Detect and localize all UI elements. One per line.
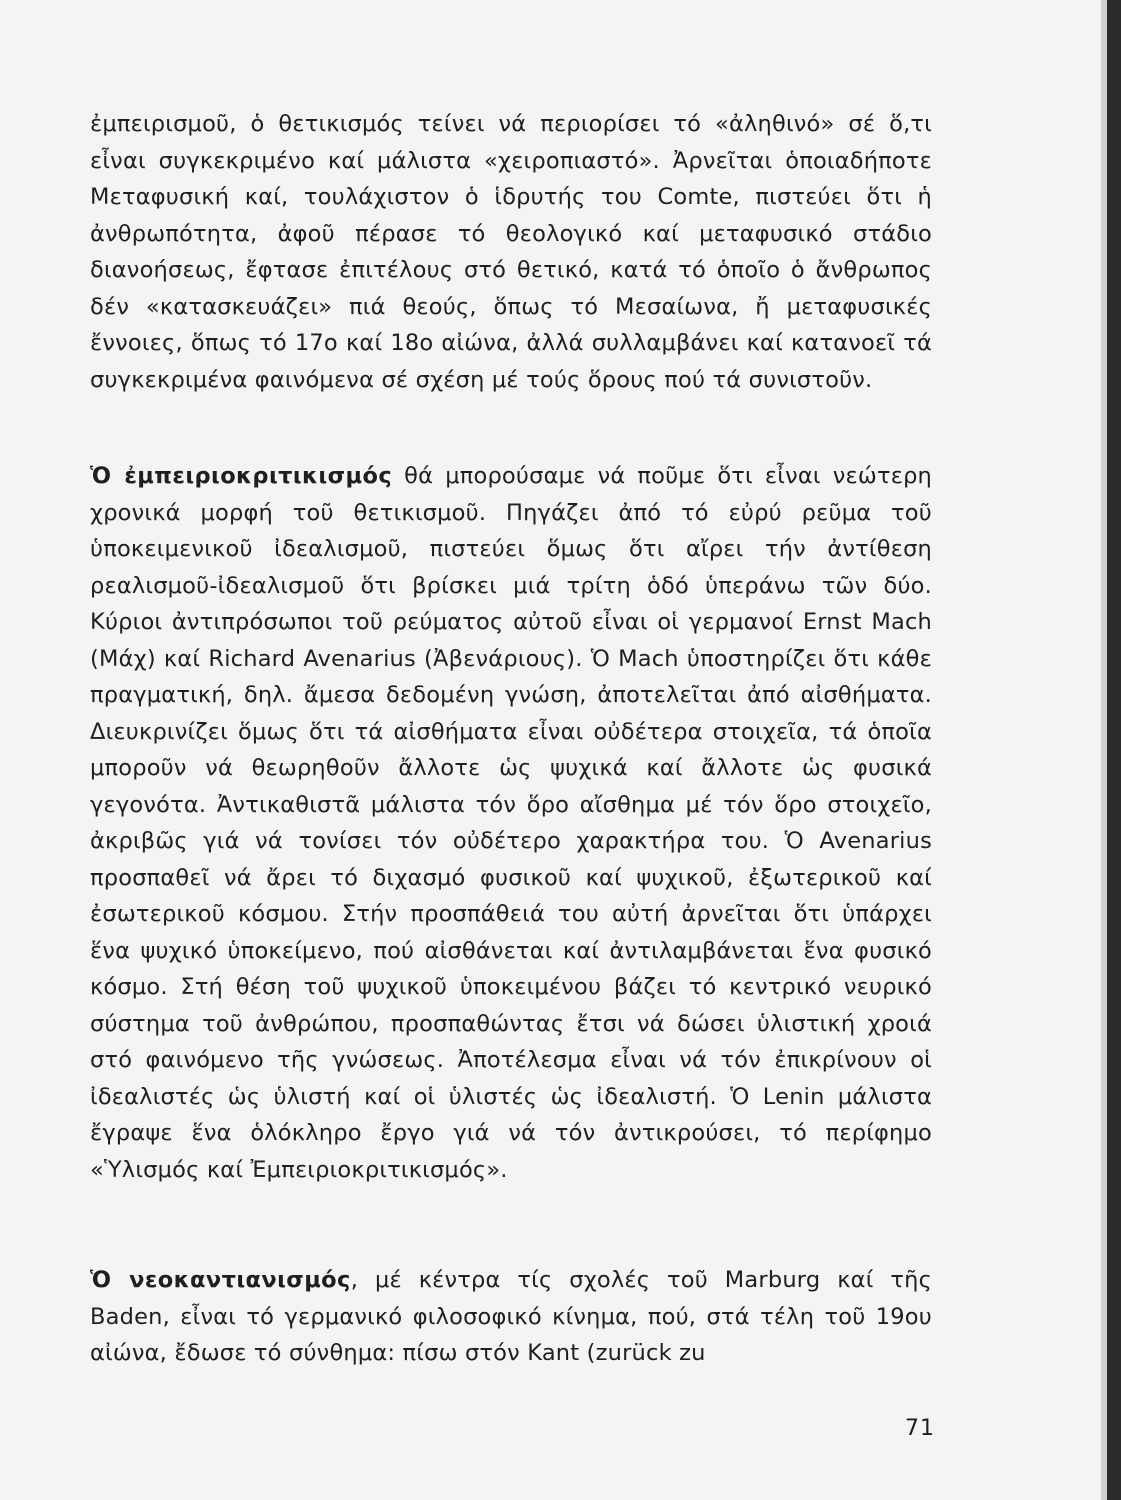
page-edge xyxy=(1107,0,1121,1500)
paragraph-neokantianism xyxy=(90,1262,932,1372)
paragraph-body: , μέ κέντρα τίς σχολές τοῦ Marburg καί τῆς Baden, εἶναι τό γερμανικό φιλοσοφικό κίνημα, πού, στά τέλη τοῦ 19ου αἰώνα, ἔδωσε τό σύνθημα: πίσω στόν Kant (zurück zu xyxy=(90,1267,932,1366)
term-empiriocriticism: Ὁ ἐμπειριοκριτικισμός xyxy=(90,463,393,489)
paragraph-body: θά μπορούσαμε νά ποῦμε ὅτι εἶναι νεώτερη χρονικά μορφή τοῦ θετικισμοῦ. Πηγάζει ἀπό τό εὐρύ ρεῦμα τοῦ ὑποκειμενικοῦ ἰδεαλισμοῦ, πιστεύει ὅμως ὅτι αἴρει τήν ἀντίθεση ρεαλισμοῦ-ἰδεαλισμοῦ ὅτι βρίσκει μιά τρίτη ὁδό ὑπεράνω τῶν δύο. Κύριοι ἀντιπρόσωποι τοῦ ρεύματος αὐτοῦ εἶναι οἱ γερμανοί Ernst Mach (Μάχ) καί Richard Avenarius (Ἀβενάριους). Ὁ Mach ὑποστηρίζει ὅτι κάθε πραγματική, δηλ. ἄμεσα δεδομένη γνώση, ἀποτελεῖται ἀπό αἰσθήματα. Διευκρινίζει ὅμως ὅτι τά αἰσθήματα εἶναι οὐδέτερα στοιχεῖα, τά ὁποῖα μποροῦν νά θεωρηθοῦν ἄλλοτε ὡς ψυχικά καί ἄλλοτε ὡς φυσικά γεγονότα. Ἀντικαθιστᾶ μάλιστα τόν ὅρο αἴσθημα μέ τόν ὅρο στοιχεῖο, ἀκριβῶς γιά νά τονίσει τόν οὐδέτερο χαρακτήρα του. Ὁ Avenarius προσπαθεῖ νά ἄρει τό διχασμό φυσικοῦ καί ψυχικοῦ, ἐξωτερικοῦ καί ἐσωτερικοῦ κόσμου. Στήν προσπάθειά του αὐτή ἀρνεῖται ὅτι ὑπάρχει ἕνα ψυχικό ὑποκείμενο, πού αἰσθάνεται καί ἀντιλαμβάνεται ἕνα φυσικό κόσμο. Στή θέση τοῦ ψυχικοῦ ὑποκειμένου βάζει τό κεντρικό νευρικό σύστημα τοῦ ἀνθρώπου, προσπαθώντας ἔτσι νά δώσει ὑλιστική χροιά στό φαινόμενο τῆς γνώσεως. Ἀποτέλεσμα εἶναι νά τόν ἐπικρίνουν οἱ ἰδεαλιστές ὡς ὑλιστή καί οἱ ὑλιστές ὡς ἰδεαλιστή. Ὁ Lenin μάλιστα ἔγραψε ἕνα ὁλόκληρο ἔργο γιά νά τόν ἀντικρούσει, τό περίφημο «Ὑλισμός καί Ἐμπειριοκριτικισμός». xyxy=(90,463,933,1183)
term-neokantianism: Ὁ νεοκαντιανισμός xyxy=(90,1267,351,1293)
paragraph-positivism: ἐμπειρισμοῦ, ὁ θετικισμός τείνει νά περιορίσει τό «ἀληθινό» σέ ὅ,τι εἶναι συγκεκριμένο καί μάλιστα «χειροπιαστό». Ἀρνεῖται ὁποιαδήποτε Μεταφυσική καί, τουλάχιστον ὁ ἱδρυτής του Comte, πιστεύει ὅτι ἡ ἀνθρωπότητα, ἀφοῦ πέρασε τό θεολογικό καί μεταφυσικό στάδιο διανοήσεως, ἔφτασε ἐπιτέλους στό θετικό, κατά τό ὁποῖο ὁ ἄνθρωπος δέν «κατασκευάζει» πιά θεούς, ὅπως τό Μεσαίωνα, ἤ μεταφυσικές ἔννοιες, ὅπως τό 17ο καί 18ο αἰώνα, ἀλλά συλλαμβάνει καί κατανοεῖ τά συγκεκριμένα φαινόμενα σέ σχέση μέ τούς ὅρους πού τά συνιστοῦν. xyxy=(90,111,932,393)
paragraph-empiriocriticism xyxy=(90,458,932,1188)
page-number: 71 xyxy=(905,1416,935,1441)
